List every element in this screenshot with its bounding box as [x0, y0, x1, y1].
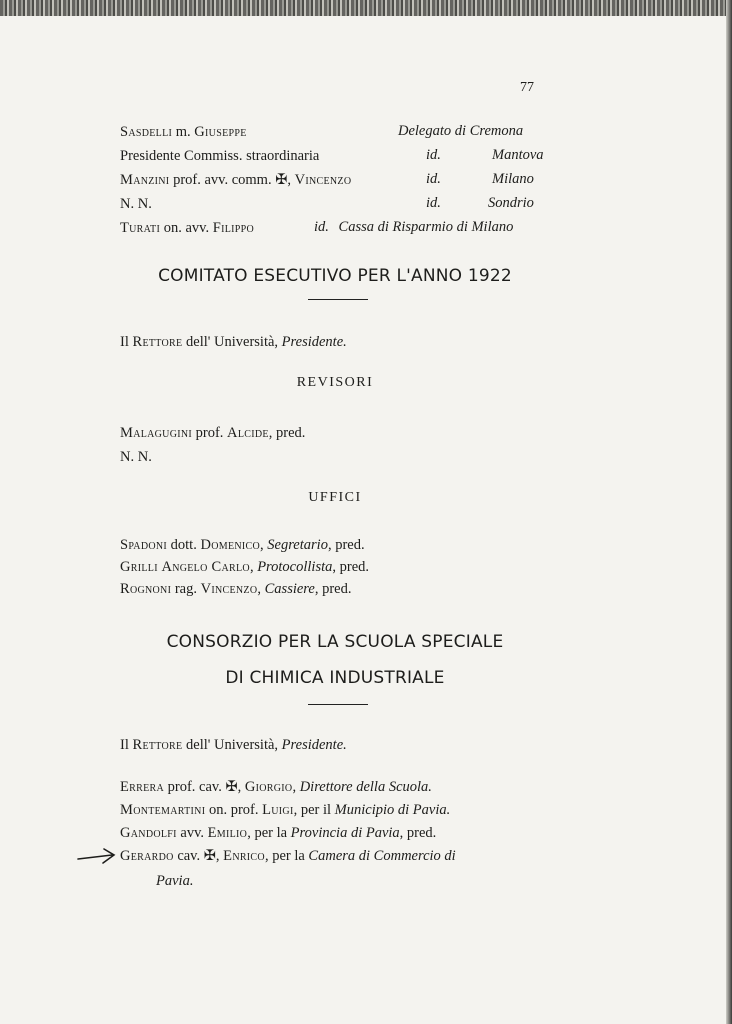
text: , pred. — [327, 537, 365, 553]
delegate-role — [314, 219, 513, 236]
role: Delegato — [398, 123, 452, 139]
text: , — [257, 581, 265, 597]
text: , pred. — [399, 825, 437, 841]
delegate-row — [120, 147, 319, 165]
role: Municipio di Pavia. — [334, 802, 451, 818]
handwritten-arrow-icon — [76, 845, 118, 867]
role: Direttore della Scuola. — [299, 779, 432, 795]
title: on. avv. — [160, 220, 213, 236]
delegate-row — [120, 219, 254, 237]
first-name: Domenico — [200, 537, 261, 553]
member-row — [120, 847, 456, 865]
delegate-place: Milano — [492, 171, 534, 187]
first-name: Angelo Carlo — [161, 559, 250, 575]
title: prof. avv. comm. ✠, — [169, 172, 295, 188]
delegate-role: id. — [426, 195, 441, 211]
surname: Turati — [120, 220, 161, 236]
page-number: 77 — [520, 80, 534, 95]
section-heading-uffici: UFFICI — [308, 490, 362, 505]
surname: Spadoni — [120, 537, 168, 553]
delegate-place: Mantova — [492, 147, 544, 163]
surname: Sasdelli — [120, 124, 173, 140]
first-name: Vincenzo — [200, 581, 258, 597]
first-name: Giuseppe — [194, 124, 247, 140]
role: Cassiere — [264, 581, 315, 597]
divider — [308, 299, 368, 300]
title: avv. — [176, 825, 208, 841]
delegate-row — [120, 123, 247, 141]
title: prof. cav. ✠, — [164, 779, 245, 795]
first-name: Filippo — [212, 220, 255, 236]
text: , — [249, 559, 258, 575]
place: Cremona — [469, 123, 524, 139]
prep: di — [454, 123, 467, 139]
revisore-row: N. N. — [120, 449, 152, 465]
rettore: Rettore — [132, 737, 183, 753]
delegate-place: Sondrio — [488, 195, 534, 211]
title: dott. — [167, 537, 201, 553]
text: , pred. — [314, 581, 352, 597]
title: rag. — [171, 581, 201, 597]
first-name: Alcide — [227, 425, 269, 441]
rettore-line — [120, 333, 347, 351]
role: Presidente. — [281, 737, 347, 753]
role: Segretario — [267, 537, 328, 553]
text: Il — [120, 334, 133, 350]
rettore-line — [120, 736, 347, 754]
title: on. prof. — [205, 802, 263, 818]
delegate-row — [120, 171, 351, 189]
ufficio-row — [120, 558, 369, 576]
section-heading-comitato: COMITATO ESECUTIVO PER L'ANNO 1922 — [158, 266, 512, 286]
text: , per la — [247, 825, 291, 841]
name: N. N. — [120, 196, 152, 212]
section-heading-consorzio-2: DI CHIMICA INDUSTRIALE — [225, 668, 445, 688]
place: Cassa di Risparmio di Milano — [338, 219, 514, 235]
text: , — [292, 779, 300, 795]
role: Provincia di Pavia — [290, 825, 400, 841]
text: , per la — [264, 848, 309, 864]
surname: Malagugini — [120, 425, 192, 441]
text: , pred. — [268, 425, 306, 441]
delegate-role: id. — [426, 171, 441, 187]
text: dell' Università, — [182, 334, 282, 350]
text: , pred. — [332, 559, 370, 575]
name: Presidente Commiss. straordinaria — [120, 148, 320, 164]
rettore: Rettore — [132, 334, 183, 350]
surname: Gerardo — [120, 848, 174, 864]
member-row — [120, 778, 432, 796]
delegate-role: id. — [426, 147, 441, 163]
ufficio-row — [120, 536, 365, 554]
role: Presidente. — [281, 334, 347, 350]
role: id. — [314, 219, 329, 235]
surname: Errera — [120, 779, 164, 795]
surname: Montemartini — [120, 802, 206, 818]
member-row — [120, 824, 436, 842]
first-name: Emilio — [207, 825, 248, 841]
section-heading-revisori: REVISORI — [296, 375, 374, 390]
ufficio-row — [120, 580, 351, 598]
text: Il — [120, 737, 133, 753]
delegate-role — [398, 123, 523, 140]
member-row — [120, 801, 450, 819]
scan-right-edge — [726, 0, 732, 1024]
scan-top-edge — [0, 0, 732, 16]
title: m. — [172, 124, 195, 140]
section-heading-consorzio: CONSORZIO PER LA SCUOLA SPECIALE — [166, 632, 504, 652]
first-name: Luigi — [262, 802, 294, 818]
member-continuation: Pavia. — [156, 873, 194, 889]
first-name: Enrico — [223, 848, 265, 864]
role: Protocollista — [257, 559, 333, 575]
surname: Gandolfi — [120, 825, 177, 841]
first-name: Vincenzo — [294, 172, 352, 188]
role: Camera di Commercio di — [308, 848, 456, 864]
surname: Grilli — [120, 559, 158, 575]
text: , — [260, 537, 268, 553]
text: , per il — [293, 802, 335, 818]
delegate-row — [120, 195, 152, 213]
revisore-row — [120, 424, 305, 442]
text: dell' Università, — [182, 737, 282, 753]
surname: Manzini — [120, 172, 170, 188]
first-name: Giorgio — [244, 779, 293, 795]
title: prof. — [192, 425, 228, 441]
title: cav. ✠, — [173, 848, 224, 864]
divider — [308, 704, 368, 705]
surname: Rognoni — [120, 581, 172, 597]
